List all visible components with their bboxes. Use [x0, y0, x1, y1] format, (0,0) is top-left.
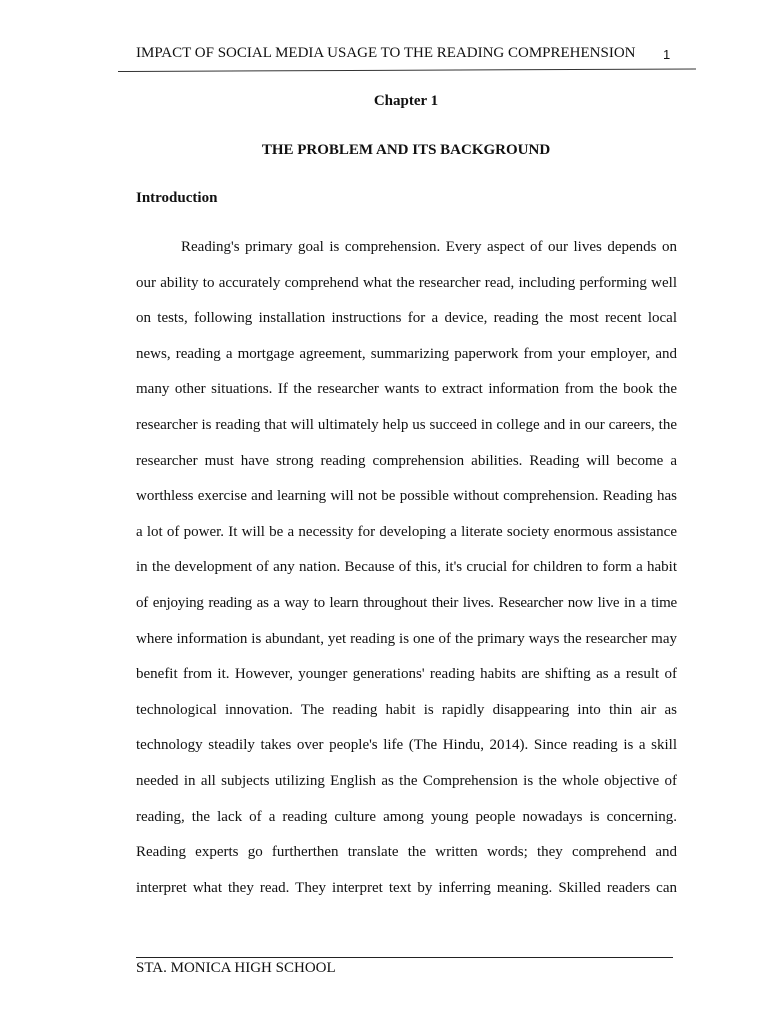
footer-divider [136, 957, 673, 958]
paragraph-line: needed in all subjects utilizing English as the Comprehension is the whole objective of [136, 772, 677, 789]
paragraph-line: technological innovation. The reading habit is rapidly disappearing into thin air as [136, 701, 677, 718]
header-divider [118, 68, 696, 72]
paragraph-line: Reading's primary goal is comprehension. Every aspect of our lives depends on [181, 239, 677, 255]
paragraph-line: interpret what they read. They interpret text by inferring meaning. Skilled readers can [136, 879, 677, 896]
paragraph-line: researcher must have strong reading comprehension abilities. Reading will become a [136, 452, 677, 469]
page-number: 1 [663, 47, 671, 62]
paragraph-line: in the development of any nation. Because of this, it's crucial for children to form a habit [136, 559, 677, 576]
footer-school-name: STA. MONICA HIGH SCHOOL [136, 960, 336, 976]
paragraph-line: Reading experts go furtherthen translate the written words; they comprehend and [136, 844, 677, 861]
section-heading: Introduction [136, 190, 218, 206]
paragraph-line: many other situations. If the researcher wants to extract information from the book the [136, 381, 677, 398]
paragraph-line: where information is abundant, yet reading is one of the primary ways the researcher may [136, 630, 677, 647]
paragraph-line: our ability to accurately comprehend what the researcher read, including performing well [136, 274, 677, 291]
running-header-title: IMPACT OF SOCIAL MEDIA USAGE TO THE READING COMPREHENSION [136, 45, 636, 61]
paragraph-line: reading, the lack of a reading culture among young people nowadays is concerning. [136, 808, 677, 825]
paragraph-line: worthless exercise and learning will not be possible without comprehension. Reading has [136, 488, 677, 505]
paragraph-line: a lot of power. It will be a necessity for developing a literate society enormous assistance [136, 523, 677, 540]
paragraph-line: benefit from it. However, younger generations' reading habits are shifting as a result of [136, 666, 677, 683]
chapter-title: THE PROBLEM AND ITS BACKGROUND [261, 142, 551, 158]
paragraph-line: researcher is reading that will ultimately help us succeed in college and in our careers, the [136, 416, 677, 433]
paragraph-line: news, reading a mortgage agreement, summarizing paperwork from your employer, and [136, 345, 677, 362]
paragraph-line: on tests, following installation instructions for a device, reading the most recent local [136, 310, 677, 327]
paragraph-line: of enjoying reading as a way to learn throughout their lives. Researcher now live in a time [136, 594, 677, 611]
chapter-label: Chapter 1 [373, 93, 439, 109]
body-paragraph [136, 230, 677, 906]
paragraph-line: technology steadily takes over people's life (The Hindu, 2014). Since reading is a skill [136, 737, 677, 754]
